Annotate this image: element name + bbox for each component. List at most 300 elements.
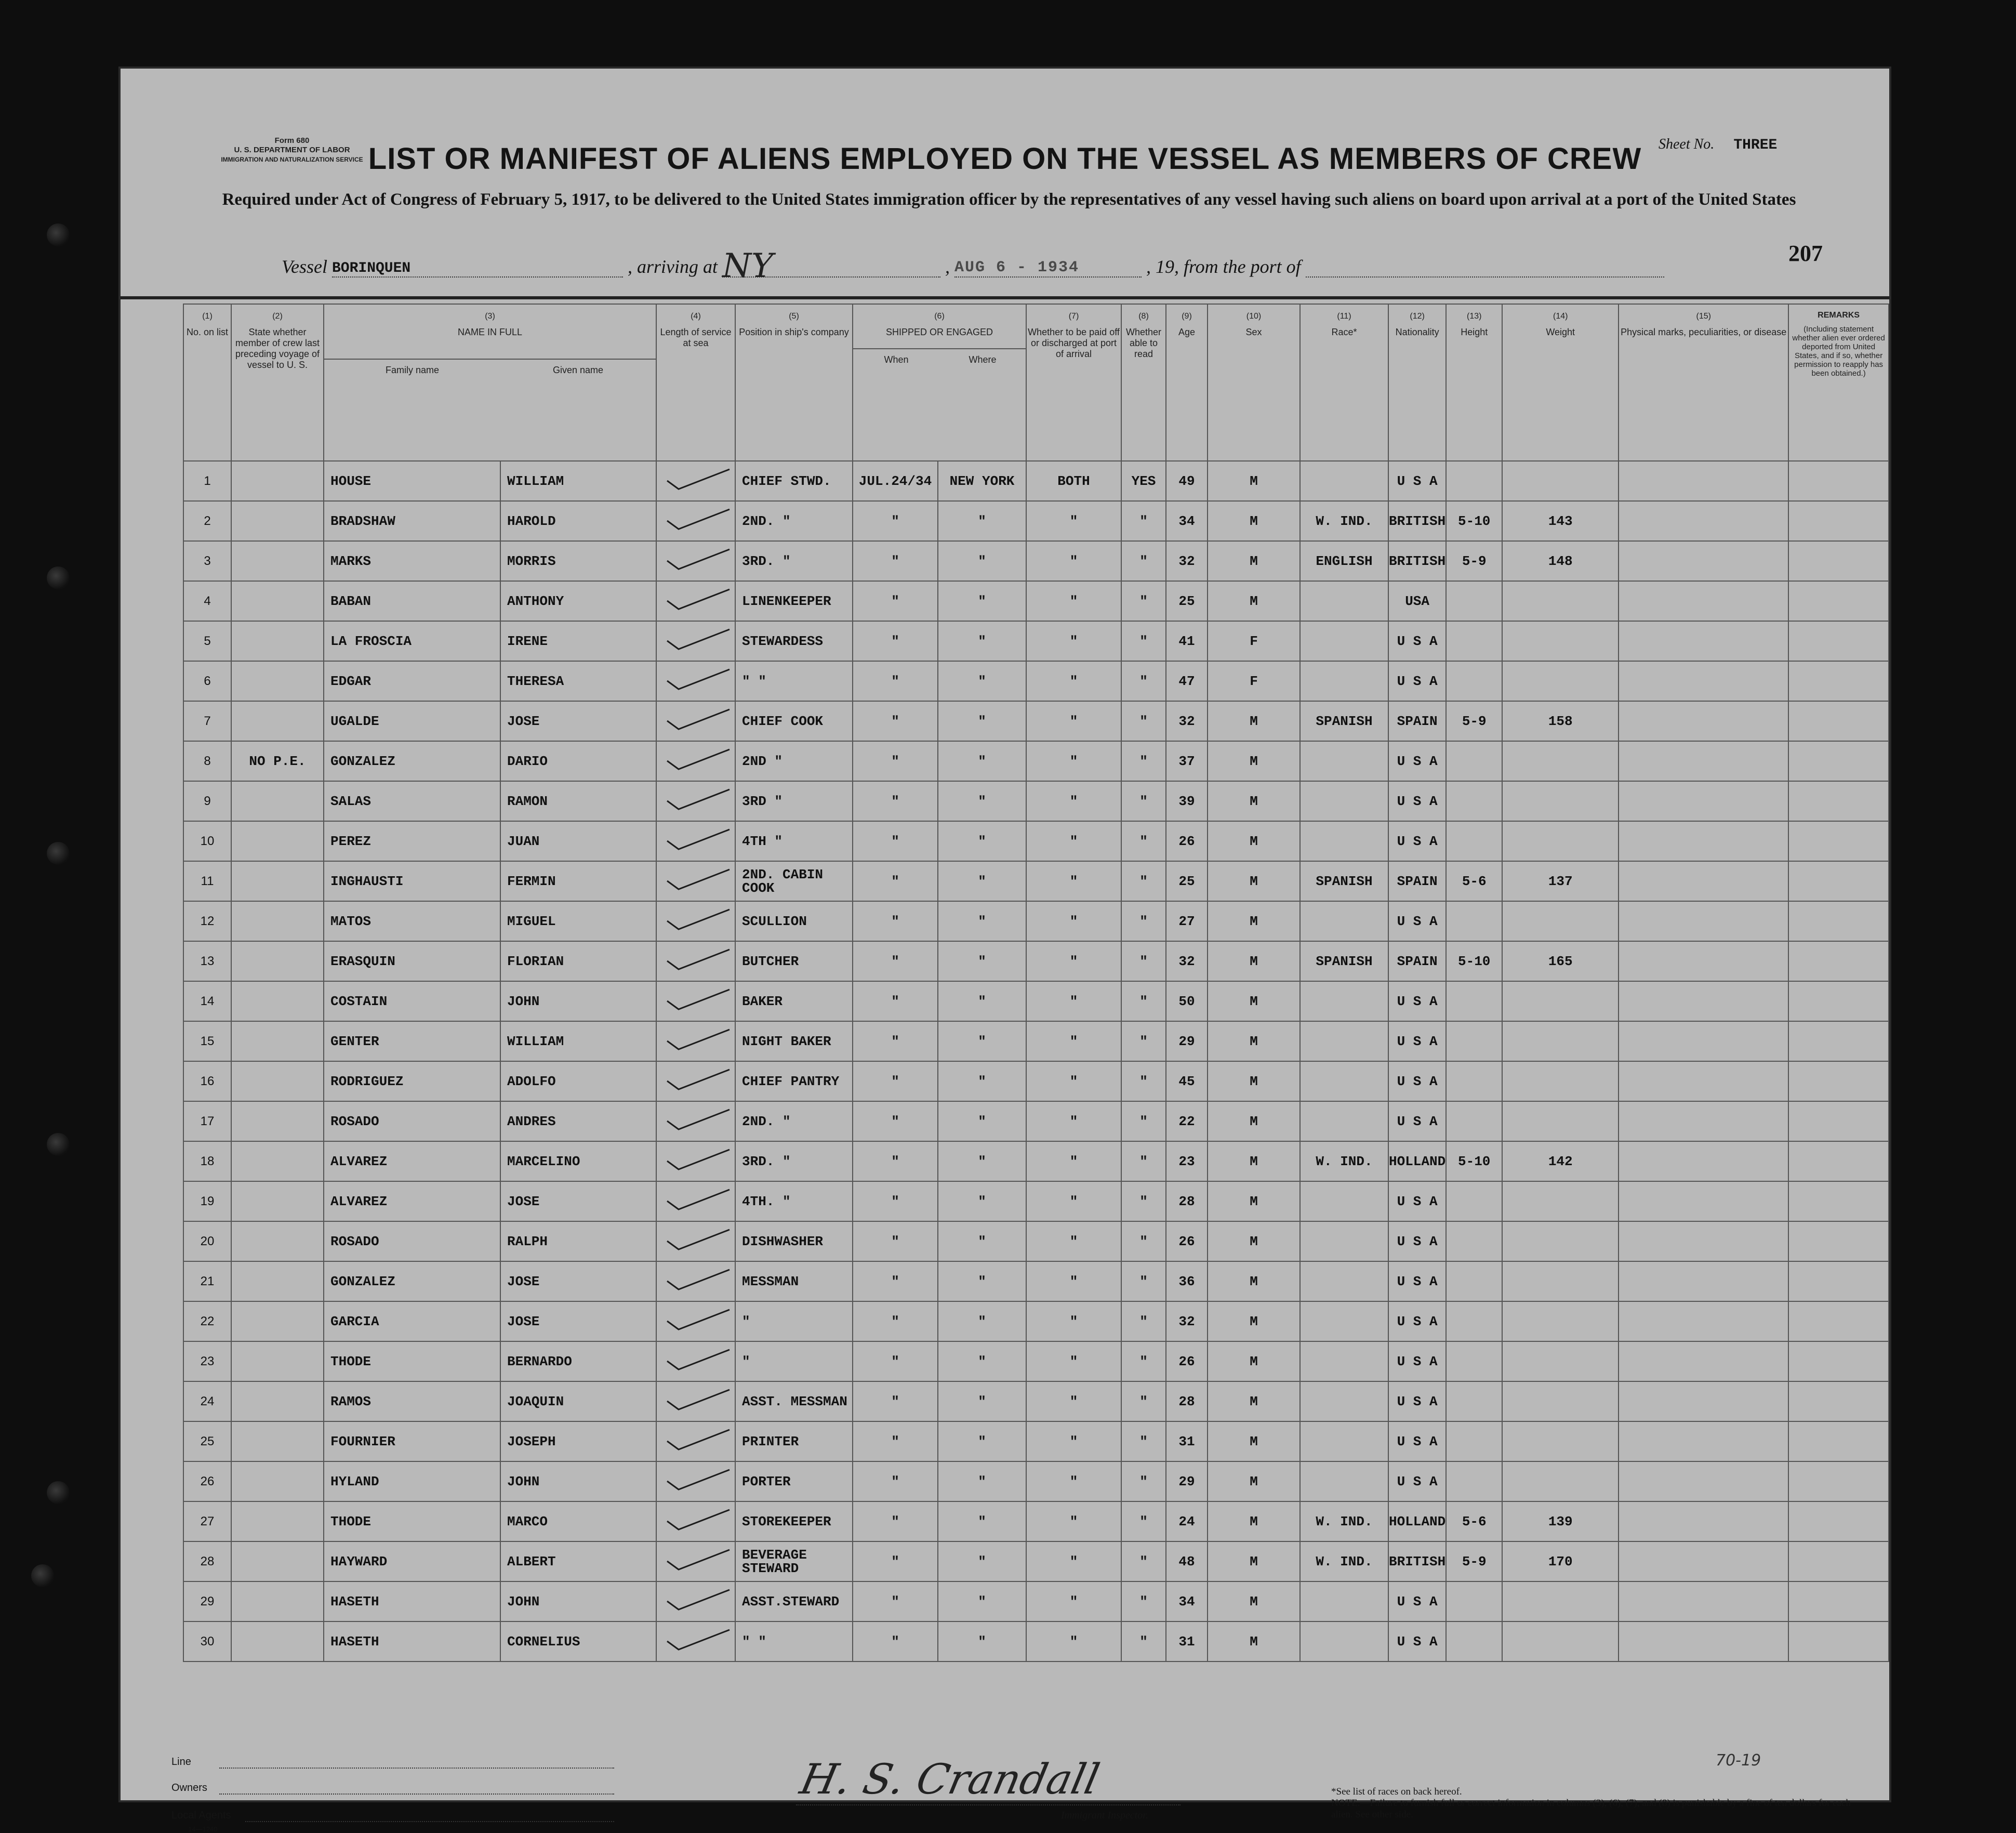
cell-remarks <box>1788 1181 1889 1221</box>
cell-sex: F <box>1208 621 1300 661</box>
cell-nationality: U S A <box>1388 781 1446 821</box>
check-mark <box>657 586 735 612</box>
cell-remarks <box>1788 1621 1889 1661</box>
cell-paid-off: " <box>1026 1021 1121 1061</box>
cell-shipped-where: " <box>938 1261 1026 1301</box>
cell-sex: M <box>1208 781 1300 821</box>
cell-position: 3RD. " <box>735 541 853 581</box>
cell-shipped-when: " <box>853 621 938 661</box>
cell-position: 2ND " <box>735 741 853 781</box>
cell-shipped-where: " <box>938 541 1026 581</box>
cell-physical-marks <box>1619 981 1788 1021</box>
cell-height <box>1446 901 1502 941</box>
cell-family-name: COSTAIN <box>324 981 500 1021</box>
cell-physical-marks <box>1619 581 1788 621</box>
cell-age: 27 <box>1166 901 1208 941</box>
cell-remarks <box>1788 981 1889 1021</box>
cell-shipped-where: " <box>938 901 1026 941</box>
cell-height: 5-10 <box>1446 1141 1502 1181</box>
cell-nationality: U S A <box>1388 821 1446 861</box>
table-row <box>183 1621 1889 1661</box>
form-number: Form 680 <box>274 136 310 145</box>
cell-no: 11 <box>183 861 231 901</box>
cell-previous-voyage <box>231 1141 324 1181</box>
cell-physical-marks <box>1619 501 1788 541</box>
cell-nationality: U S A <box>1388 1181 1446 1221</box>
cell-able-to-read: " <box>1121 581 1166 621</box>
cell-length-service <box>656 661 735 701</box>
cell-given-name: ANDRES <box>500 1101 656 1141</box>
cell-family-name: HAYWARD <box>324 1541 500 1581</box>
cell-race <box>1300 1021 1388 1061</box>
cell-physical-marks <box>1619 1221 1788 1261</box>
cell-nationality: U S A <box>1388 1461 1446 1501</box>
cell-shipped-when: " <box>853 981 938 1021</box>
cell-shipped-where: " <box>938 981 1026 1021</box>
table-row <box>183 781 1889 821</box>
department-name: U. S. DEPARTMENT OF LABOR <box>234 146 350 154</box>
cell-weight <box>1502 621 1619 661</box>
cell-race: SPANISH <box>1300 941 1388 981</box>
cell-given-name: JOHN <box>500 1461 656 1501</box>
cell-able-to-read: " <box>1121 1341 1166 1381</box>
cell-sex: M <box>1208 1101 1300 1141</box>
cell-age: 31 <box>1166 1621 1208 1661</box>
table-row <box>183 621 1889 661</box>
cell-shipped-where: " <box>938 1501 1026 1541</box>
cell-nationality: U S A <box>1388 1421 1446 1461</box>
cell-sex: M <box>1208 1541 1300 1581</box>
fine-note: NOTE.—Failure to furnish full or correct information in columns (3), (6), (7), and (8) is punishable by a fine of ten dollars for each alien. See other side. <box>1331 1798 1851 1820</box>
check-mark <box>657 1587 735 1613</box>
agents-label: Local Agents <box>171 1810 231 1821</box>
cell-physical-marks <box>1619 541 1788 581</box>
cell-given-name: ANTHONY <box>500 581 656 621</box>
cell-height <box>1446 1061 1502 1101</box>
cell-paid-off: " <box>1026 661 1121 701</box>
cell-no: 30 <box>183 1621 231 1661</box>
cell-race <box>1300 1461 1388 1501</box>
cell-length-service <box>656 1621 735 1661</box>
cell-family-name: HASETH <box>324 1581 500 1621</box>
cell-no: 2 <box>183 501 231 541</box>
cell-paid-off: " <box>1026 1301 1121 1341</box>
cell-age: 47 <box>1166 661 1208 701</box>
cell-sex: M <box>1208 1141 1300 1181</box>
cell-paid-off: " <box>1026 501 1121 541</box>
arriving-label: arriving at <box>636 256 718 277</box>
col-header-age: (9) Age <box>1166 304 1208 461</box>
cell-race <box>1300 981 1388 1021</box>
col-header-read: (8) Whether able to read <box>1121 304 1166 461</box>
cell-sex: M <box>1208 1261 1300 1301</box>
cell-length-service <box>656 821 735 861</box>
line-label: Line <box>171 1756 191 1768</box>
cell-no: 7 <box>183 701 231 741</box>
cell-previous-voyage <box>231 621 324 661</box>
cell-remarks <box>1788 1101 1889 1141</box>
cell-given-name: FLORIAN <box>500 941 656 981</box>
crew-rows <box>183 461 1889 1661</box>
cell-able-to-read: " <box>1121 1501 1166 1541</box>
table-row <box>183 1021 1889 1061</box>
cell-length-service <box>656 1501 735 1541</box>
cell-shipped-where: " <box>938 1621 1026 1661</box>
cell-height <box>1446 821 1502 861</box>
owners-label: Owners <box>171 1782 207 1794</box>
cell-height <box>1446 661 1502 701</box>
vessel-line: Vessel BORINQUEN , arriving at NY , AUG 6 - 1934 , 19, from the port of <box>282 256 1664 278</box>
cell-remarks <box>1788 1341 1889 1381</box>
cell-no: 10 <box>183 821 231 861</box>
cell-family-name: SALAS <box>324 781 500 821</box>
cell-shipped-where: " <box>938 1101 1026 1141</box>
col-header-nationality: (12) Nationality <box>1388 304 1446 461</box>
check-mark <box>657 1467 735 1493</box>
binder-hole <box>47 1133 70 1156</box>
cell-no: 9 <box>183 781 231 821</box>
cell-able-to-read: " <box>1121 1381 1166 1421</box>
check-mark <box>657 666 735 692</box>
cell-weight <box>1502 781 1619 821</box>
cell-able-to-read: " <box>1121 901 1166 941</box>
cell-age: 32 <box>1166 1301 1208 1341</box>
cell-shipped-where: " <box>938 1021 1026 1061</box>
cell-family-name: RODRIGUEZ <box>324 1061 500 1101</box>
cell-age: 36 <box>1166 1261 1208 1301</box>
cell-age: 26 <box>1166 1341 1208 1381</box>
cell-paid-off: " <box>1026 1501 1121 1541</box>
cell-age: 48 <box>1166 1541 1208 1581</box>
cell-shipped-when: " <box>853 941 938 981</box>
cell-no: 16 <box>183 1061 231 1101</box>
cell-previous-voyage <box>231 1061 324 1101</box>
cell-race: W. IND. <box>1300 501 1388 541</box>
cell-sex: M <box>1208 1061 1300 1101</box>
agents-code: 14—1240 <box>188 1825 218 1833</box>
col-header-race: (11) Race* <box>1300 304 1388 461</box>
cell-given-name: HAROLD <box>500 501 656 541</box>
cell-shipped-when: " <box>853 1501 938 1541</box>
col-header-position: (5) Position in ship's company <box>735 304 853 461</box>
cell-race <box>1300 1581 1388 1621</box>
cell-previous-voyage <box>231 1581 324 1621</box>
cell-able-to-read: " <box>1121 1421 1166 1461</box>
cell-no: 28 <box>183 1541 231 1581</box>
cell-position: BUTCHER <box>735 941 853 981</box>
cell-length-service <box>656 621 735 661</box>
cell-previous-voyage <box>231 1461 324 1501</box>
cell-age: 29 <box>1166 1021 1208 1061</box>
cell-age: 25 <box>1166 581 1208 621</box>
cell-position: ASST. MESSMAN <box>735 1381 853 1421</box>
cell-weight: 165 <box>1502 941 1619 981</box>
cell-age: 39 <box>1166 781 1208 821</box>
cell-paid-off: " <box>1026 1381 1121 1421</box>
cell-physical-marks <box>1619 1061 1788 1101</box>
cell-length-service <box>656 941 735 981</box>
cell-height <box>1446 1021 1502 1061</box>
cell-sex: M <box>1208 1421 1300 1461</box>
cell-height: 5-10 <box>1446 941 1502 981</box>
check-mark <box>657 1066 735 1092</box>
cell-given-name: WILLIAM <box>500 461 656 501</box>
cell-previous-voyage <box>231 501 324 541</box>
cell-height <box>1446 741 1502 781</box>
cell-physical-marks <box>1619 1141 1788 1181</box>
cell-position: " " <box>735 1621 853 1661</box>
cell-family-name: BABAN <box>324 581 500 621</box>
cell-weight <box>1502 1621 1619 1661</box>
page-subtitle: Required under Act of Congress of February 5, 1917, to be delivered to the United States immigration officer by the representatives of any vessel having such aliens on board upon arrival at a port of the United States <box>222 190 1796 209</box>
cell-remarks <box>1788 461 1889 501</box>
cell-length-service <box>656 901 735 941</box>
cell-sex: M <box>1208 1301 1300 1341</box>
cell-position: BEVERAGE STEWARD <box>735 1541 853 1581</box>
cell-nationality: U S A <box>1388 1581 1446 1621</box>
cell-remarks <box>1788 1501 1889 1541</box>
cell-age: 31 <box>1166 1421 1208 1461</box>
cell-family-name: ALVAREZ <box>324 1141 500 1181</box>
cell-no: 18 <box>183 1141 231 1181</box>
cell-given-name: JOSE <box>500 701 656 741</box>
cell-family-name: BRADSHAW <box>324 501 500 541</box>
inspector-signature: H. S. Crandall <box>796 1755 1104 1803</box>
cell-able-to-read: " <box>1121 501 1166 541</box>
cell-paid-off: " <box>1026 741 1121 781</box>
cell-no: 23 <box>183 1341 231 1381</box>
cell-height <box>1446 1341 1502 1381</box>
cell-shipped-where: " <box>938 1341 1026 1381</box>
check-mark <box>657 1106 735 1132</box>
cell-remarks <box>1788 741 1889 781</box>
cell-shipped-when: " <box>853 1461 938 1501</box>
cell-able-to-read: " <box>1121 1181 1166 1221</box>
cell-position: PORTER <box>735 1461 853 1501</box>
cell-previous-voyage <box>231 581 324 621</box>
cell-race: W. IND. <box>1300 1141 1388 1181</box>
cell-height <box>1446 1221 1502 1261</box>
table-row <box>183 941 1889 981</box>
cell-physical-marks <box>1619 741 1788 781</box>
table-row <box>183 1421 1889 1461</box>
cell-able-to-read: " <box>1121 1461 1166 1501</box>
cell-race <box>1300 1381 1388 1421</box>
cell-race: SPANISH <box>1300 701 1388 741</box>
cell-position: 2ND. CABIN COOK <box>735 861 853 901</box>
cell-length-service <box>656 1541 735 1581</box>
cell-height <box>1446 1101 1502 1141</box>
cell-age: 22 <box>1166 1101 1208 1141</box>
cell-nationality: U S A <box>1388 1341 1446 1381</box>
cell-shipped-where: " <box>938 741 1026 781</box>
check-mark <box>657 466 735 492</box>
cell-paid-off: " <box>1026 861 1121 901</box>
cell-remarks <box>1788 501 1889 541</box>
cell-remarks <box>1788 701 1889 741</box>
cell-race <box>1300 781 1388 821</box>
cell-length-service <box>656 1021 735 1061</box>
table-row <box>183 1341 1889 1381</box>
cell-no: 20 <box>183 1221 231 1261</box>
cell-able-to-read: YES <box>1121 461 1166 501</box>
cell-weight <box>1502 1221 1619 1261</box>
cell-shipped-where: " <box>938 941 1026 981</box>
cell-remarks <box>1788 1301 1889 1341</box>
cell-shipped-when: " <box>853 541 938 581</box>
cell-remarks <box>1788 901 1889 941</box>
cell-family-name: GARCIA <box>324 1301 500 1341</box>
cell-no: 13 <box>183 941 231 981</box>
cell-no: 5 <box>183 621 231 661</box>
cell-previous-voyage <box>231 1261 324 1301</box>
cell-height: 5-6 <box>1446 861 1502 901</box>
cell-given-name: JOHN <box>500 981 656 1021</box>
table-row <box>183 1141 1889 1181</box>
inspector-label: Immigrant Inspector. <box>1061 1810 1148 1821</box>
cell-nationality: SPAIN <box>1388 701 1446 741</box>
from-port-value <box>1306 276 1664 278</box>
cell-no: 8 <box>183 741 231 781</box>
cell-physical-marks <box>1619 1501 1788 1541</box>
cell-able-to-read: " <box>1121 621 1166 661</box>
cell-given-name: BERNARDO <box>500 1341 656 1381</box>
cell-shipped-when: " <box>853 581 938 621</box>
cell-shipped-where: " <box>938 1301 1026 1341</box>
col-header-when: When <box>884 354 909 365</box>
cell-length-service <box>656 1341 735 1381</box>
cell-length-service <box>656 1061 735 1101</box>
cell-length-service <box>656 1301 735 1341</box>
owners-field <box>219 1794 614 1795</box>
cell-no: 12 <box>183 901 231 941</box>
cell-no: 15 <box>183 1021 231 1061</box>
races-note: *See list of races on back hereof. <box>1331 1786 1462 1797</box>
cell-paid-off: " <box>1026 1541 1121 1581</box>
cell-age: 28 <box>1166 1181 1208 1221</box>
cell-race <box>1300 1061 1388 1101</box>
cell-able-to-read: " <box>1121 1581 1166 1621</box>
col-header-height: (13) Height <box>1446 304 1502 461</box>
cell-remarks <box>1788 1261 1889 1301</box>
table-row <box>183 1101 1889 1141</box>
cell-nationality: SPAIN <box>1388 861 1446 901</box>
binder-hole <box>47 842 70 865</box>
cell-race <box>1300 1101 1388 1141</box>
cell-paid-off: " <box>1026 1181 1121 1221</box>
cell-paid-off: " <box>1026 701 1121 741</box>
check-mark <box>657 1387 735 1413</box>
cell-paid-off: " <box>1026 1141 1121 1181</box>
cell-weight <box>1502 1181 1619 1221</box>
binder-hole <box>31 1564 54 1587</box>
cell-physical-marks <box>1619 821 1788 861</box>
cell-given-name: ALBERT <box>500 1541 656 1581</box>
cell-race <box>1300 1621 1388 1661</box>
check-mark <box>657 746 735 772</box>
cell-shipped-where: " <box>938 1421 1026 1461</box>
cell-shipped-where: NEW YORK <box>938 461 1026 501</box>
cell-age: 50 <box>1166 981 1208 1021</box>
cell-height: 5-10 <box>1446 501 1502 541</box>
cell-no: 3 <box>183 541 231 581</box>
cell-no: 24 <box>183 1381 231 1421</box>
cell-height <box>1446 1421 1502 1461</box>
cell-previous-voyage <box>231 941 324 981</box>
cell-length-service <box>656 1461 735 1501</box>
cell-previous-voyage: NO P.E. <box>231 741 324 781</box>
check-mark <box>657 546 735 572</box>
cell-shipped-when: JUL.24/34 <box>853 461 938 501</box>
cell-family-name: GENTER <box>324 1021 500 1061</box>
cell-nationality: U S A <box>1388 1261 1446 1301</box>
cell-remarks <box>1788 621 1889 661</box>
page-number: 207 <box>1788 241 1823 266</box>
cell-position: NIGHT BAKER <box>735 1021 853 1061</box>
cell-shipped-where: " <box>938 861 1026 901</box>
cell-given-name: JOSE <box>500 1261 656 1301</box>
cell-family-name: ROSADO <box>324 1101 500 1141</box>
cell-previous-voyage <box>231 1301 324 1341</box>
cell-paid-off: BOTH <box>1026 461 1121 501</box>
cell-remarks <box>1788 1381 1889 1421</box>
check-mark <box>657 506 735 532</box>
cell-weight <box>1502 1261 1619 1301</box>
cell-race <box>1300 741 1388 781</box>
cell-shipped-when: " <box>853 1261 938 1301</box>
cell-family-name: RAMOS <box>324 1381 500 1421</box>
cell-race <box>1300 661 1388 701</box>
cell-no: 25 <box>183 1421 231 1461</box>
table-row <box>183 981 1889 1021</box>
cell-height <box>1446 1181 1502 1221</box>
table-row <box>183 1541 1889 1581</box>
cell-sex: M <box>1208 1021 1300 1061</box>
cell-nationality: U S A <box>1388 461 1446 501</box>
cell-weight <box>1502 741 1619 781</box>
cell-position: LINENKEEPER <box>735 581 853 621</box>
cell-nationality: U S A <box>1388 901 1446 941</box>
cell-family-name: HYLAND <box>324 1461 500 1501</box>
cell-able-to-read: " <box>1121 1621 1166 1661</box>
cell-shipped-when: " <box>853 661 938 701</box>
cell-family-name: MARKS <box>324 541 500 581</box>
cell-no: 14 <box>183 981 231 1021</box>
check-mark <box>657 906 735 932</box>
cell-previous-voyage <box>231 1381 324 1421</box>
cell-physical-marks <box>1619 1021 1788 1061</box>
table-row <box>183 1061 1889 1101</box>
cell-weight <box>1502 1461 1619 1501</box>
cell-shipped-when: " <box>853 501 938 541</box>
cell-shipped-when: " <box>853 1621 938 1661</box>
cell-weight: 170 <box>1502 1541 1619 1581</box>
cell-length-service <box>656 1381 735 1421</box>
cell-no: 19 <box>183 1181 231 1221</box>
cell-height: 5-9 <box>1446 1541 1502 1581</box>
cell-given-name: JOHN <box>500 1581 656 1621</box>
cell-weight <box>1502 901 1619 941</box>
cell-physical-marks <box>1619 781 1788 821</box>
cell-shipped-when: " <box>853 901 938 941</box>
cell-shipped-when: " <box>853 1341 938 1381</box>
cell-previous-voyage <box>231 701 324 741</box>
cell-sex: M <box>1208 821 1300 861</box>
cell-nationality: U S A <box>1388 1101 1446 1141</box>
table-row <box>183 1381 1889 1421</box>
cell-family-name: MATOS <box>324 901 500 941</box>
cell-physical-marks <box>1619 1421 1788 1461</box>
